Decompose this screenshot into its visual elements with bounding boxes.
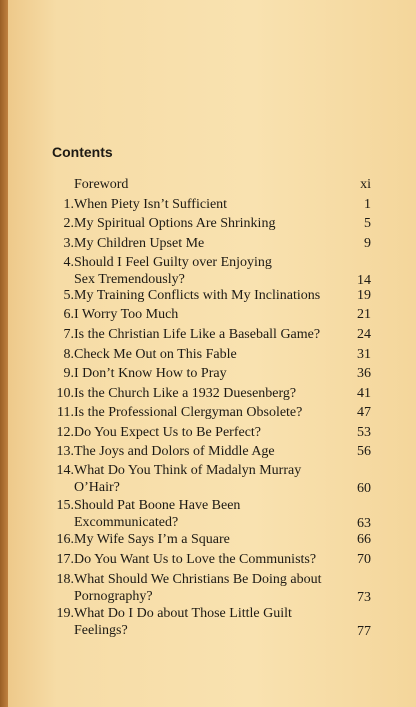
chapter-number: 3. xyxy=(63,236,74,251)
page-number: 53 xyxy=(357,425,371,440)
page-number: 73 xyxy=(357,590,371,605)
chapter-title xyxy=(74,287,338,304)
chapter-title xyxy=(74,462,338,496)
chapter-title xyxy=(74,326,338,343)
page-number: 1 xyxy=(364,197,371,212)
page-number: 5 xyxy=(364,216,371,231)
chapter-title xyxy=(74,254,338,288)
chapter-number: 19. xyxy=(56,606,74,621)
page-number: 56 xyxy=(357,444,371,459)
page-number: 24 xyxy=(357,327,371,342)
chapter-number: 17. xyxy=(56,552,74,567)
page-number: xi xyxy=(360,177,371,192)
chapter-number: 7. xyxy=(63,327,74,342)
chapter-number: 2. xyxy=(63,216,74,231)
chapter-title-line: Is the Church Like a 1932 Duesenberg? xyxy=(74,386,297,401)
chapter-number: 5. xyxy=(63,288,74,303)
chapter-title-line: Is the Professional Clergyman Obsolete? xyxy=(74,405,303,420)
chapter-number: 14. xyxy=(56,463,74,478)
chapter-number: 9. xyxy=(63,366,74,381)
chapter-number: 6. xyxy=(63,307,74,322)
chapter-title-line: When Piety Isn’t Sufficient xyxy=(74,197,228,212)
chapter-title-line: What Should We Christians Be Doing about xyxy=(74,572,322,587)
page-number: 19 xyxy=(357,288,371,303)
chapter-title xyxy=(74,306,338,323)
chapter-title-line: Check Me Out on This Fable xyxy=(74,347,237,362)
page-number: 21 xyxy=(357,307,371,322)
chapter-title xyxy=(74,497,338,531)
chapter-title-line: Feelings? xyxy=(74,623,128,638)
chapter-title-line: Sex Tremendously? xyxy=(74,272,185,287)
chapter-title-line: Should Pat Boone Have Been xyxy=(74,498,241,513)
chapter-title-line: Pornography? xyxy=(74,589,153,604)
chapter-title xyxy=(74,443,338,460)
page-number: 9 xyxy=(364,236,371,251)
chapter-title xyxy=(74,235,338,252)
chapter-number: 15. xyxy=(56,498,74,513)
chapter-number: 10. xyxy=(56,386,74,401)
page-number: 63 xyxy=(357,516,371,531)
chapter-title xyxy=(74,365,338,382)
chapter-title xyxy=(74,571,338,605)
chapter-title-line: O’Hair? xyxy=(74,480,120,495)
chapter-number: 11. xyxy=(57,405,74,420)
chapter-number: 18. xyxy=(56,572,74,587)
chapter-number: 12. xyxy=(56,425,74,440)
chapter-title-line: What Do I Do about Those Little Guilt xyxy=(74,606,292,621)
chapter-number: 16. xyxy=(56,532,74,547)
chapter-title-line: Do You Expect Us to Be Perfect? xyxy=(74,425,262,440)
page-number: 14 xyxy=(357,273,371,288)
page-number: 31 xyxy=(357,347,371,362)
chapter-title xyxy=(74,385,338,402)
contents-heading: Contents xyxy=(52,144,113,160)
chapter-title-line: I Don’t Know How to Pray xyxy=(74,366,227,381)
page-number: 60 xyxy=(357,481,371,496)
chapter-title-line: Foreword xyxy=(74,177,129,192)
page-number: 47 xyxy=(357,405,371,420)
page-number: 66 xyxy=(357,532,371,547)
chapter-title xyxy=(74,605,338,639)
chapter-title xyxy=(74,346,338,363)
chapter-number: 1. xyxy=(63,197,74,212)
chapter-title-line: My Spiritual Options Are Shrinking xyxy=(74,216,276,231)
chapter-title-line: My Training Conflicts with My Inclinations xyxy=(74,288,321,303)
page-number: 77 xyxy=(357,624,371,639)
chapter-title xyxy=(74,196,338,213)
chapter-title-line: Should I Feel Guilty over Enjoying xyxy=(74,255,272,270)
chapter-title-line: What Do You Think of Madalyn Murray xyxy=(74,463,302,478)
chapter-title-line: Do You Want Us to Love the Communists? xyxy=(74,552,317,567)
chapter-title-line: My Children Upset Me xyxy=(74,236,205,251)
chapter-number: 4. xyxy=(63,255,74,270)
chapter-title xyxy=(74,551,338,568)
page-number: 41 xyxy=(357,386,371,401)
page-number: 70 xyxy=(357,552,371,567)
chapter-number: 8. xyxy=(63,347,74,362)
chapter-title xyxy=(74,215,338,232)
chapter-number: 13. xyxy=(56,444,74,459)
chapter-title xyxy=(74,404,338,421)
chapter-title-line: Excommunicated? xyxy=(74,515,179,530)
chapter-title-line: The Joys and Dolors of Middle Age xyxy=(74,444,275,459)
book-page xyxy=(8,0,416,707)
chapter-title xyxy=(74,531,338,548)
chapter-title-line: Is the Christian Life Like a Baseball Game? xyxy=(74,327,321,342)
chapter-title xyxy=(74,424,338,441)
chapter-title-line: My Wife Says I’m a Square xyxy=(74,532,230,547)
chapter-title xyxy=(74,176,338,193)
chapter-title-line: I Worry Too Much xyxy=(74,307,179,322)
page-number: 36 xyxy=(357,366,371,381)
